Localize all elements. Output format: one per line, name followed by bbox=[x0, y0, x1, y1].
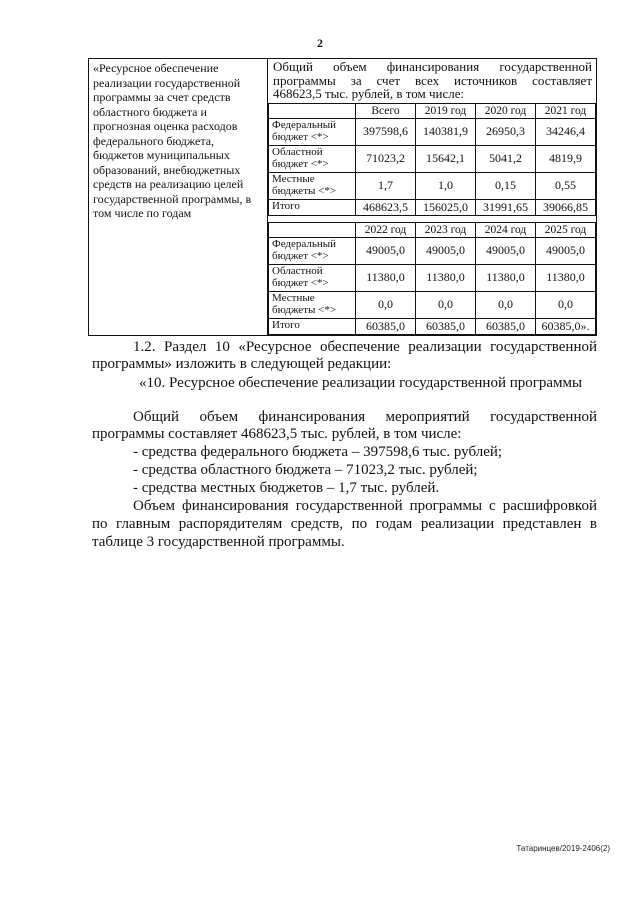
row-label: Федеральный бюджет <*> bbox=[269, 237, 356, 264]
table-cell: 11380,0 bbox=[536, 264, 596, 291]
distribution-paragraph-line: по главным распорядителям средств, по годам реализации представлен в bbox=[92, 516, 597, 532]
row-label: Местные бюджеты <*> bbox=[269, 172, 356, 199]
table-cell: 60385,0 bbox=[416, 318, 476, 334]
table-cell: 0,0 bbox=[476, 291, 536, 318]
financing-intro bbox=[268, 59, 596, 103]
intro-line: 468623,5 тыс. рублей, в том числе: bbox=[273, 86, 465, 101]
table-cell: 49005,0 bbox=[536, 237, 596, 264]
document-footer-code: Татаринцев/2019-2406(2) bbox=[516, 844, 610, 853]
intro-line: Общий объем финансирования государственной bbox=[273, 59, 592, 74]
header-cell: Всего bbox=[356, 103, 416, 118]
table-cell: 0,0 bbox=[536, 291, 596, 318]
header-cell: 2021 год bbox=[536, 103, 596, 118]
table-cell: 140381,9 bbox=[416, 118, 476, 145]
financing-table-2019-2021 bbox=[268, 103, 596, 216]
financing-paragraph-line: Общий объем финансирования мероприятий государственной bbox=[133, 409, 597, 425]
header-cell: 2022 год bbox=[356, 222, 416, 237]
distribution-paragraph-line: таблице 3 государственной программы. bbox=[92, 534, 345, 550]
bullet-item: - средства федерального бюджета – 397598,6 тыс. рублей; bbox=[133, 444, 503, 460]
table-cell: 31991,65 bbox=[476, 199, 536, 215]
program-passport-table bbox=[88, 58, 597, 336]
row-label: Итого bbox=[269, 199, 356, 215]
table-cell: 11380,0 bbox=[476, 264, 536, 291]
header-cell: 2023 год bbox=[416, 222, 476, 237]
row-label: Областной бюджет <*> bbox=[269, 264, 356, 291]
table-row bbox=[269, 118, 596, 145]
table-header-row bbox=[269, 222, 596, 237]
header-cell: 2019 год bbox=[416, 103, 476, 118]
table-cell: 0,0 bbox=[416, 291, 476, 318]
table-cell: 0,15 bbox=[476, 172, 536, 199]
table-cell: 26950,3 bbox=[476, 118, 536, 145]
header-cell: 2024 год bbox=[476, 222, 536, 237]
header-cell: 2025 год bbox=[536, 222, 596, 237]
resource-section-label: «Ресурсное обеспечение реализации государственной программы за счет средств областного бюджета и прогнозная оценка расходов федерального бюджета, бюджетов муниципальных образований, внебюджетных средств на реализацию целей государственной программы, в том числе по годам bbox=[89, 59, 268, 336]
table-cell: 60385,0». bbox=[536, 318, 596, 334]
financing-table-2022-2025 bbox=[268, 222, 596, 335]
row-label: Местные бюджеты <*> bbox=[269, 291, 356, 318]
table-row bbox=[269, 237, 596, 264]
distribution-paragraph-line: Объем финансирования государственной программы с расшифровкой bbox=[133, 498, 597, 514]
table-cell: 71023,2 bbox=[356, 145, 416, 172]
table-cell: 0,0 bbox=[356, 291, 416, 318]
intro-line: программы за счет всех источников составляет bbox=[273, 72, 592, 88]
table-cell: 11380,0 bbox=[416, 264, 476, 291]
bullet-item: - средства местных бюджетов – 1,7 тыс. рублей. bbox=[133, 480, 440, 496]
bullet-item: - средства областного бюджета – 71023,2 тыс. рублей; bbox=[133, 462, 478, 478]
table-cell: 49005,0 bbox=[356, 237, 416, 264]
table-cell: 156025,0 bbox=[416, 199, 476, 215]
table-row bbox=[269, 172, 596, 199]
table-header-row bbox=[269, 103, 596, 118]
table-cell: 15642,1 bbox=[416, 145, 476, 172]
table-row bbox=[269, 291, 596, 318]
header-cell: 2020 год bbox=[476, 103, 536, 118]
table-row bbox=[269, 264, 596, 291]
header-cell bbox=[269, 103, 356, 118]
table-cell: 11380,0 bbox=[356, 264, 416, 291]
table-cell: 4819,9 bbox=[536, 145, 596, 172]
row-label: Федеральный бюджет <*> bbox=[269, 118, 356, 145]
table-cell: 34246,4 bbox=[536, 118, 596, 145]
resource-section-content bbox=[268, 59, 597, 336]
table-cell: 5041,2 bbox=[476, 145, 536, 172]
table-cell: 60385,0 bbox=[476, 318, 536, 334]
table-cell: 1,7 bbox=[356, 172, 416, 199]
table-row bbox=[269, 145, 596, 172]
header-cell bbox=[269, 222, 356, 237]
row-label: Областной бюджет <*> bbox=[269, 145, 356, 172]
table-total-row bbox=[269, 199, 596, 215]
page-number: 2 bbox=[317, 36, 323, 50]
amendment-paragraph-cont: программы» изложить в следующей редакции: bbox=[92, 356, 392, 372]
table-total-row bbox=[269, 318, 596, 334]
table-cell: 0,55 bbox=[536, 172, 596, 199]
table-cell: 1,0 bbox=[416, 172, 476, 199]
table-cell: 468623,5 bbox=[356, 199, 416, 215]
table-cell: 49005,0 bbox=[476, 237, 536, 264]
section-heading: «10. Ресурсное обеспечение реализации государственной программы bbox=[139, 375, 583, 391]
amendment-line: 1.2. Раздел 10 «Ресурсное обеспечение реализации государственной bbox=[133, 339, 597, 355]
row-label: Итого bbox=[269, 318, 356, 334]
table-cell: 39066,85 bbox=[536, 199, 596, 215]
table-cell: 49005,0 bbox=[416, 237, 476, 264]
financing-paragraph-line: программы составляет 468623,5 тыс. рублей, в том числе: bbox=[92, 426, 462, 442]
table-cell: 60385,0 bbox=[356, 318, 416, 334]
table-cell: 397598,6 bbox=[356, 118, 416, 145]
